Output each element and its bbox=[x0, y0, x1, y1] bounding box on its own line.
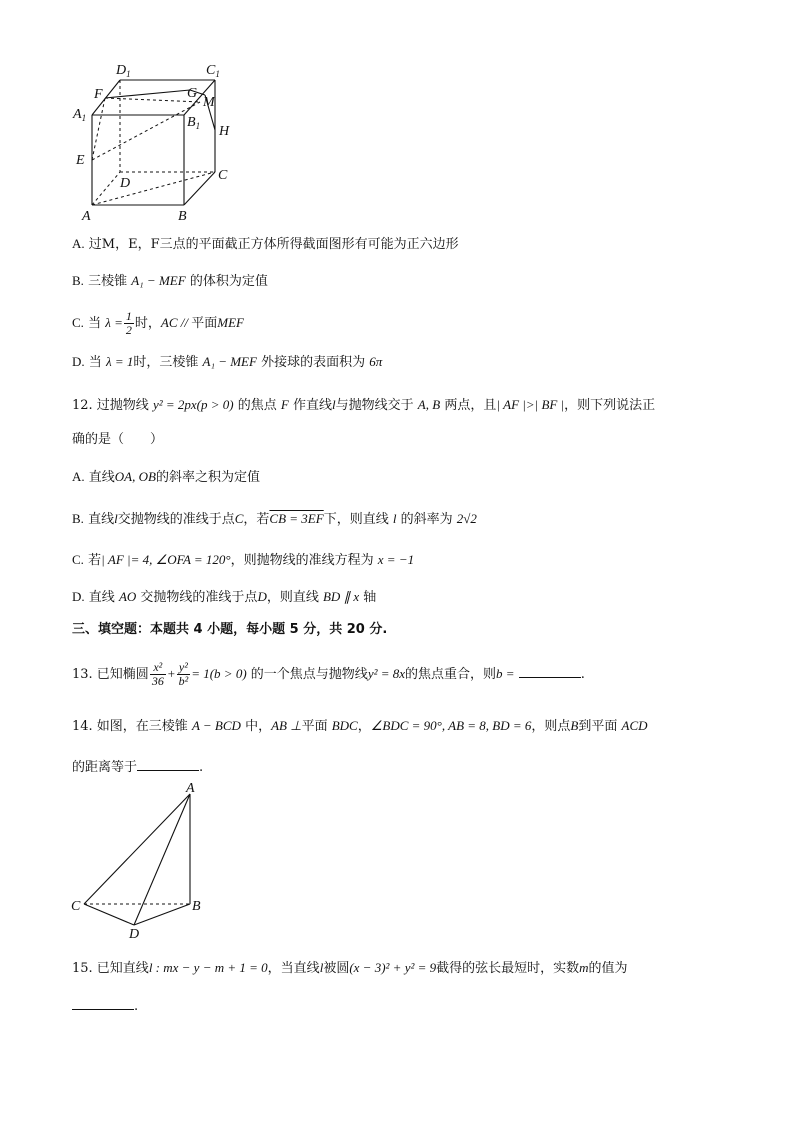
label-G: G bbox=[187, 86, 198, 101]
q11-option-b: B. 三棱锥 A₁ − MEF 的体积为定值 bbox=[72, 273, 268, 289]
tetra-label-D: D bbox=[129, 927, 140, 940]
label-A1: $A_1$ bbox=[73, 107, 87, 123]
tetra-label-A: A bbox=[186, 781, 195, 796]
fraction-x2-36: $\frac{\text{x²}}{36}$ bbox=[151, 660, 164, 688]
label-M: M bbox=[203, 95, 215, 110]
tetra-label-C: C bbox=[71, 899, 81, 914]
label-B1: $B_1$ bbox=[187, 115, 201, 131]
label-F: F bbox=[94, 87, 103, 102]
q12-option-a: A. 直线OA, OB的斜率之积为定值 bbox=[72, 469, 260, 485]
q12-stem-line2: 确的是（ ） bbox=[72, 432, 164, 447]
fraction-y2-b2: $\frac{\text{y²}}{\text{b²}}$ bbox=[178, 660, 189, 688]
q11-option-d: D. 当 λ = 1时，三棱锥 A₁ − MEF 外接球的表面积为 6π bbox=[72, 354, 383, 370]
answer-blank-14[interactable] bbox=[137, 756, 199, 771]
q15-stem-line2: . bbox=[72, 995, 754, 1017]
label-B: B bbox=[178, 209, 187, 224]
cube-figure bbox=[70, 60, 240, 228]
q12-option-b: B. 直线l交抛物线的准线于点C，若CB = 3EF下，则直线 l 的斜率为 2√2 bbox=[72, 511, 477, 527]
q14-stem-line2: 的距离等于 . bbox=[72, 756, 754, 778]
answer-blank-13[interactable] bbox=[519, 663, 581, 678]
tetra-label-B: B bbox=[192, 899, 201, 914]
tetrahedron-figure bbox=[66, 780, 216, 940]
q14-stem-line1: 14. 如图，在三棱锥 A − BCD 中，AB ⊥平面 BDC，∠BDC = 90°, AB = 8, BD = 6，则点B到平面 ACD bbox=[72, 718, 648, 734]
label-C: C bbox=[218, 168, 228, 183]
q12-stem-line1: 12. 过抛物线 y² = 2px(p > 0) 的焦点 F 作直线l与抛物线交于 A, B 两点，且| AF |>| BF |，则下列说法正 bbox=[72, 397, 656, 413]
q12-option-d: D. 直线 AO 交抛物线的准线于点D，则直线 BD ∥ x 轴 bbox=[72, 589, 377, 605]
section-3-heading: 三、填空题：本题共 4 小题，每小题 5 分，共 20 分. bbox=[72, 622, 388, 637]
label-E: E bbox=[76, 153, 85, 168]
label-C1: $C_1$ bbox=[206, 63, 220, 79]
q11-option-a: A. 过M，E，F三点的平面截正方体所得截面图形有可能为正六边形 bbox=[72, 236, 459, 252]
q13-stem: 13. 已知椭圆 $\frac{\text{x²}}{36}$ + $\frac{\text{y²}}{\text{b²}}$ = 1(b > 0) 的一个焦点与抛物线y² = 8x的焦点重合，则b = . bbox=[72, 660, 585, 688]
q12-option-c: C. 若| AF |= 4, ∠OFA = 120°，则抛物线的准线方程为 x = −1 bbox=[72, 552, 415, 568]
label-H: H bbox=[219, 124, 230, 139]
label-D1: $D_1$ bbox=[116, 63, 131, 79]
answer-blank-15[interactable] bbox=[72, 995, 134, 1010]
label-A: A bbox=[82, 209, 91, 224]
fraction-half: $\frac{1}{2}$ bbox=[125, 309, 132, 337]
q11-option-c: C. 当 λ = $\frac{1}{2}$ 时，AC // 平面MEF bbox=[72, 309, 244, 337]
label-D: D bbox=[120, 176, 131, 191]
q15-stem-line1: 15. 已知直线l : mx − y − m + 1 = 0，当直线l被圆(x − 3)² + y² = 9截得的弦长最短时，实数m的值为 bbox=[72, 960, 628, 976]
